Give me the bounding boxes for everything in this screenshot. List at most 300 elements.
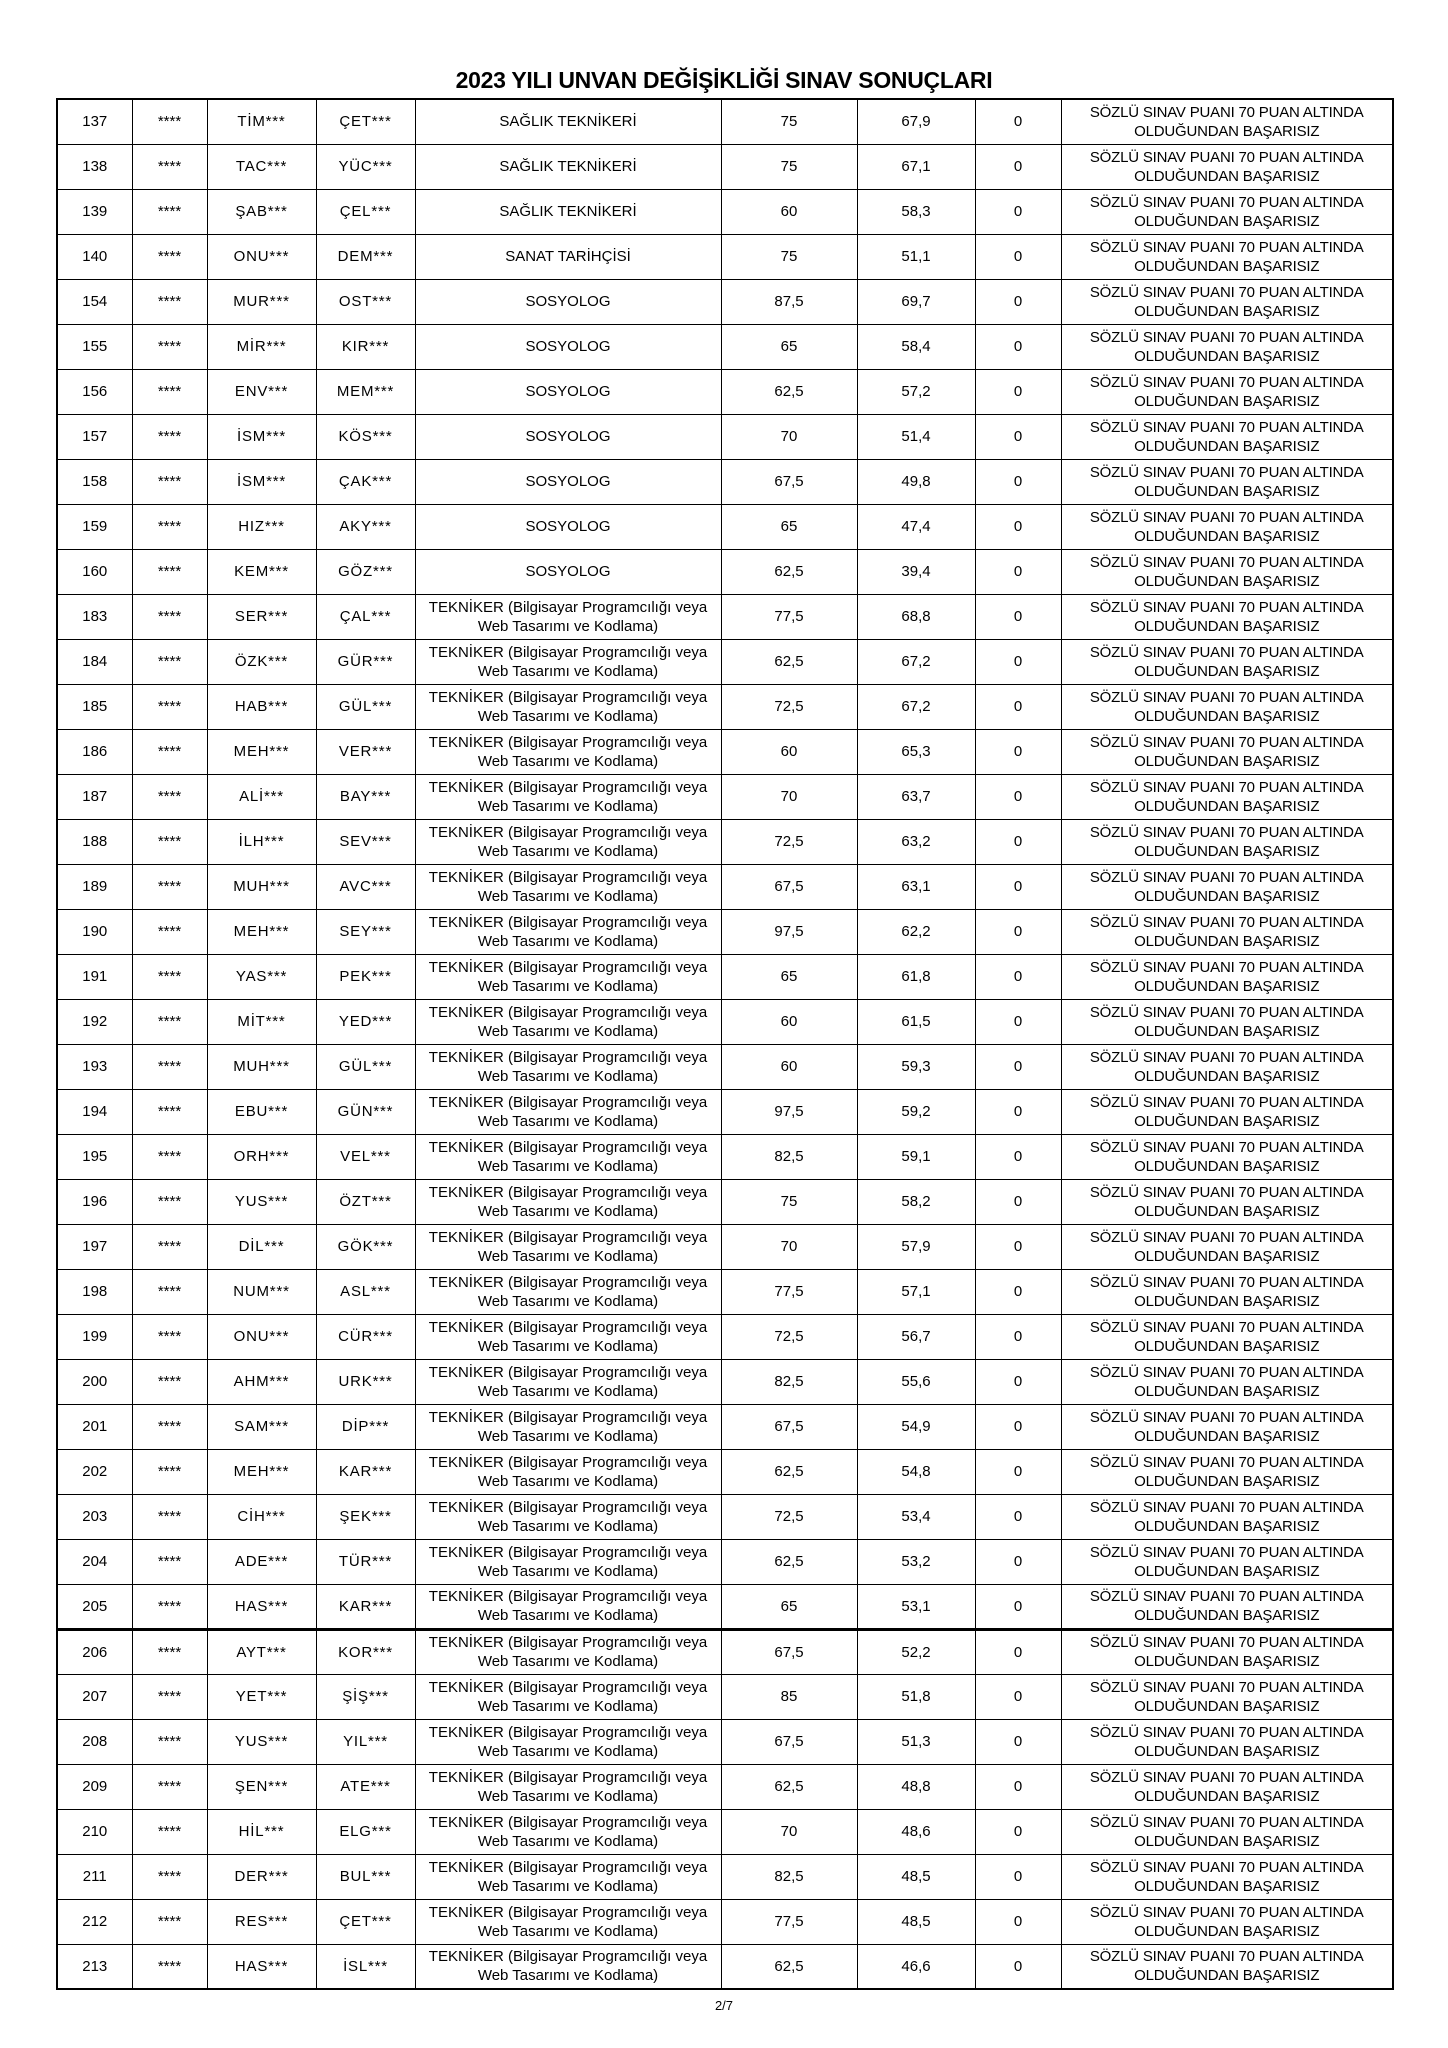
row-number: 209 (57, 1764, 132, 1809)
table-row (57, 1494, 1393, 1539)
table-row (57, 1359, 1393, 1404)
result-line: OLDUĞUNDAN BAŞARISIZ (1134, 1607, 1320, 1624)
masked-last-name: ÇAK*** (316, 459, 415, 504)
masked-first-name: İSM*** (207, 459, 316, 504)
masked-id: **** (132, 504, 207, 549)
masked-id: **** (132, 1629, 207, 1674)
masked-last-name: ELG*** (316, 1809, 415, 1854)
score-value: 0 (975, 684, 1061, 729)
result-line: OLDUĞUNDAN BAŞARISIZ (1134, 527, 1320, 545)
position-cell (415, 594, 721, 639)
masked-first-name: ÖZK*** (207, 639, 316, 684)
masked-id: **** (132, 414, 207, 459)
row-number: 212 (57, 1899, 132, 1944)
masked-id: **** (132, 279, 207, 324)
score-value: 67,5 (721, 864, 857, 909)
row-number: 199 (57, 1314, 132, 1359)
position-cell (415, 1584, 721, 1629)
result-cell (1061, 144, 1393, 189)
masked-last-name: TÜR*** (316, 1539, 415, 1584)
score-value: 52,2 (857, 1629, 975, 1674)
result-cell (1061, 1584, 1393, 1629)
masked-first-name: İLH*** (207, 819, 316, 864)
row-number: 201 (57, 1404, 132, 1449)
masked-id: **** (132, 1269, 207, 1314)
score-value: 0 (975, 324, 1061, 369)
masked-last-name: OST*** (316, 279, 415, 324)
position-cell (415, 1719, 721, 1764)
row-number: 185 (57, 684, 132, 729)
position-cell (415, 1809, 721, 1854)
score-value: 54,9 (857, 1404, 975, 1449)
position-cell (415, 324, 721, 369)
masked-last-name: SEV*** (316, 819, 415, 864)
masked-last-name: DEM*** (316, 234, 415, 279)
position-line: Web Tasarımı ve Kodlama) (477, 1382, 659, 1400)
score-value: 46,6 (857, 1944, 975, 1989)
position-cell (415, 1314, 721, 1359)
score-value: 67,5 (721, 459, 857, 504)
result-cell (1061, 999, 1393, 1044)
masked-id: **** (132, 594, 207, 639)
position-cell (415, 999, 721, 1044)
score-value: 70 (721, 1809, 857, 1854)
score-value: 48,8 (857, 1764, 975, 1809)
score-value: 47,4 (857, 504, 975, 549)
score-value: 0 (975, 1179, 1061, 1224)
masked-last-name: SEY*** (316, 909, 415, 954)
position-line: SAĞLIK TEKNİKERİ (499, 158, 637, 175)
masked-first-name: EBU*** (207, 1089, 316, 1134)
position-line: Web Tasarımı ve Kodlama) (477, 887, 659, 905)
position-cell (415, 144, 721, 189)
score-value: 70 (721, 1224, 857, 1269)
position-line: Web Tasarımı ve Kodlama) (477, 617, 659, 635)
masked-id: **** (132, 1809, 207, 1854)
result-line: OLDUĞUNDAN BAŞARISIZ (1134, 977, 1320, 995)
score-value: 0 (975, 864, 1061, 909)
result-line: SÖZLÜ SINAV PUANI 70 PUAN ALTINDA (1089, 1858, 1364, 1876)
score-value: 62,5 (721, 1944, 857, 1989)
masked-last-name: BUL*** (316, 1854, 415, 1899)
result-cell (1061, 1044, 1393, 1089)
row-number: 205 (57, 1584, 132, 1629)
score-value: 57,1 (857, 1269, 975, 1314)
score-value: 53,4 (857, 1494, 975, 1539)
masked-first-name: HAS*** (207, 1584, 316, 1629)
score-value: 0 (975, 1719, 1061, 1764)
result-line: SÖZLÜ SINAV PUANI 70 PUAN ALTINDA (1089, 1048, 1364, 1066)
position-line: Web Tasarımı ve Kodlama) (477, 1787, 659, 1805)
table-row (57, 459, 1393, 504)
result-cell (1061, 414, 1393, 459)
row-number: 186 (57, 729, 132, 774)
position-cell (415, 1089, 721, 1134)
position-line: TEKNİKER (Bilgisayar Programcılığı veya (428, 913, 708, 931)
position-line: Web Tasarımı ve Kodlama) (477, 707, 659, 725)
masked-first-name: YUS*** (207, 1179, 316, 1224)
row-number: 204 (57, 1539, 132, 1584)
result-line: SÖZLÜ SINAV PUANI 70 PUAN ALTINDA (1089, 1003, 1364, 1021)
position-line: SOSYOLOG (525, 428, 611, 445)
result-line: OLDUĞUNDAN BAŞARISIZ (1134, 932, 1320, 950)
masked-first-name: İSM*** (207, 414, 316, 459)
score-value: 0 (975, 1674, 1061, 1719)
result-line: SÖZLÜ SINAV PUANI 70 PUAN ALTINDA (1089, 1093, 1364, 1111)
result-line: OLDUĞUNDAN BAŞARISIZ (1134, 1517, 1320, 1535)
position-line: TEKNİKER (Bilgisayar Programcılığı veya (428, 1634, 708, 1651)
position-cell (415, 1764, 721, 1809)
masked-id: **** (132, 369, 207, 414)
row-number: 138 (57, 144, 132, 189)
result-line: OLDUĞUNDAN BAŞARISIZ (1134, 1922, 1320, 1940)
score-value: 60 (721, 729, 857, 774)
page-title: 2023 YILI UNVAN DEĞİŞİKLİĞİ SINAV SONUÇLARI (455, 67, 993, 93)
result-line: SÖZLÜ SINAV PUANI 70 PUAN ALTINDA (1089, 1813, 1364, 1831)
score-value: 0 (975, 1359, 1061, 1404)
position-line: Web Tasarımı ve Kodlama) (477, 1022, 659, 1040)
result-line: OLDUĞUNDAN BAŞARISIZ (1134, 167, 1320, 185)
score-value: 55,6 (857, 1359, 975, 1404)
result-cell (1061, 189, 1393, 234)
row-number: 137 (57, 99, 132, 144)
result-line: SÖZLÜ SINAV PUANI 70 PUAN ALTINDA (1089, 103, 1364, 121)
row-number: 197 (57, 1224, 132, 1269)
row-number: 154 (57, 279, 132, 324)
position-line: Web Tasarımı ve Kodlama) (477, 1832, 659, 1850)
position-cell (415, 1899, 721, 1944)
result-line: OLDUĞUNDAN BAŞARISIZ (1134, 1337, 1320, 1355)
result-line: OLDUĞUNDAN BAŞARISIZ (1134, 257, 1320, 275)
masked-id: **** (132, 909, 207, 954)
position-cell (415, 1944, 721, 1989)
position-line: TEKNİKER (Bilgisayar Programcılığı veya (428, 598, 708, 616)
score-value: 49,8 (857, 459, 975, 504)
score-value: 72,5 (721, 819, 857, 864)
masked-last-name: ÇEL*** (316, 189, 415, 234)
masked-last-name: KÖS*** (316, 414, 415, 459)
position-line: TEKNİKER (Bilgisayar Programcılığı veya (428, 778, 708, 796)
score-value: 67,1 (857, 144, 975, 189)
result-cell (1061, 1854, 1393, 1899)
score-value: 75 (721, 144, 857, 189)
row-number: 194 (57, 1089, 132, 1134)
score-value: 85 (721, 1674, 857, 1719)
result-cell (1061, 1809, 1393, 1854)
score-value: 77,5 (721, 594, 857, 639)
result-line: SÖZLÜ SINAV PUANI 70 PUAN ALTINDA (1089, 778, 1364, 796)
table-row (57, 639, 1393, 684)
masked-last-name: GÜR*** (316, 639, 415, 684)
table-row (57, 549, 1393, 594)
score-value: 67,2 (857, 639, 975, 684)
masked-id: **** (132, 999, 207, 1044)
position-line: SOSYOLOG (525, 518, 611, 535)
masked-id: **** (132, 1899, 207, 1944)
masked-id: **** (132, 1539, 207, 1584)
score-value: 60 (721, 999, 857, 1044)
score-value: 65 (721, 954, 857, 999)
result-cell (1061, 369, 1393, 414)
score-value: 67,9 (857, 99, 975, 144)
score-value: 58,4 (857, 324, 975, 369)
position-line: TEKNİKER (Bilgisayar Programcılığı veya (428, 1768, 708, 1786)
score-value: 53,2 (857, 1539, 975, 1584)
result-cell (1061, 1764, 1393, 1809)
result-line: OLDUĞUNDAN BAŞARISIZ (1134, 662, 1320, 680)
score-value: 0 (975, 1854, 1061, 1899)
position-line: TEKNİKER (Bilgisayar Programcılığı veya (428, 1453, 708, 1471)
position-line: SANAT TARİHÇİSİ (505, 248, 631, 265)
masked-first-name: NUM*** (207, 1269, 316, 1314)
result-line: SÖZLÜ SINAV PUANI 70 PUAN ALTINDA (1089, 823, 1364, 841)
position-line: TEKNİKER (Bilgisayar Programcılığı veya (428, 1588, 708, 1605)
result-line: OLDUĞUNDAN BAŞARISIZ (1134, 347, 1320, 365)
score-value: 48,5 (857, 1854, 975, 1899)
table-row (57, 684, 1393, 729)
table-row (57, 774, 1393, 819)
masked-id: **** (132, 1134, 207, 1179)
position-line: Web Tasarımı ve Kodlama) (477, 1562, 659, 1580)
score-value: 77,5 (721, 1269, 857, 1314)
table-row (57, 1629, 1393, 1674)
score-value: 0 (975, 1764, 1061, 1809)
result-line: OLDUĞUNDAN BAŞARISIZ (1134, 1067, 1320, 1085)
position-line: Web Tasarımı ve Kodlama) (477, 1112, 659, 1130)
masked-first-name: ONU*** (207, 1314, 316, 1359)
result-cell (1061, 234, 1393, 279)
masked-first-name: RES*** (207, 1899, 316, 1944)
masked-id: **** (132, 774, 207, 819)
row-number: 157 (57, 414, 132, 459)
table-row (57, 1944, 1393, 1989)
masked-first-name: MİT*** (207, 999, 316, 1044)
score-value: 63,2 (857, 819, 975, 864)
masked-last-name: YIL*** (316, 1719, 415, 1764)
result-line: OLDUĞUNDAN BAŞARISIZ (1134, 617, 1320, 635)
masked-id: **** (132, 1584, 207, 1629)
score-value: 72,5 (721, 1494, 857, 1539)
table-row (57, 594, 1393, 639)
result-line: OLDUĞUNDAN BAŞARISIZ (1134, 1832, 1320, 1850)
masked-first-name: ADE*** (207, 1539, 316, 1584)
result-cell (1061, 1359, 1393, 1404)
score-value: 0 (975, 1899, 1061, 1944)
score-value: 61,8 (857, 954, 975, 999)
position-cell (415, 1404, 721, 1449)
score-value: 48,5 (857, 1899, 975, 1944)
row-number: 200 (57, 1359, 132, 1404)
table-row (57, 324, 1393, 369)
position-line: SOSYOLOG (525, 563, 611, 580)
masked-id: **** (132, 1494, 207, 1539)
row-number: 188 (57, 819, 132, 864)
table-row (57, 504, 1393, 549)
masked-first-name: SER*** (207, 594, 316, 639)
position-cell (415, 1269, 721, 1314)
masked-id: **** (132, 189, 207, 234)
masked-first-name: HAB*** (207, 684, 316, 729)
table-row (57, 144, 1393, 189)
result-cell (1061, 1269, 1393, 1314)
row-number: 206 (57, 1629, 132, 1674)
result-line: OLDUĞUNDAN BAŞARISIZ (1134, 1112, 1320, 1130)
result-cell (1061, 1089, 1393, 1134)
result-line: OLDUĞUNDAN BAŞARISIZ (1134, 1697, 1320, 1715)
result-cell (1061, 1134, 1393, 1179)
masked-last-name: YÜC*** (316, 144, 415, 189)
masked-last-name: VER*** (316, 729, 415, 774)
masked-last-name: İSL*** (316, 1944, 415, 1989)
result-cell (1061, 504, 1393, 549)
masked-last-name: ÇAL*** (316, 594, 415, 639)
score-value: 0 (975, 954, 1061, 999)
masked-id: **** (132, 1314, 207, 1359)
masked-first-name: ORH*** (207, 1134, 316, 1179)
masked-id: **** (132, 324, 207, 369)
table-row (57, 369, 1393, 414)
score-value: 65 (721, 504, 857, 549)
position-line: Web Tasarımı ve Kodlama) (477, 1157, 659, 1175)
result-cell (1061, 774, 1393, 819)
result-line: OLDUĞUNDAN BAŞARISIZ (1134, 1022, 1320, 1040)
masked-last-name: VEL*** (316, 1134, 415, 1179)
position-line: Web Tasarımı ve Kodlama) (477, 1697, 659, 1715)
score-value: 70 (721, 414, 857, 459)
results-table-body (57, 99, 1393, 1989)
masked-id: **** (132, 1224, 207, 1269)
position-line: TEKNİKER (Bilgisayar Programcılığı veya (428, 823, 708, 841)
score-value: 72,5 (721, 684, 857, 729)
result-line: SÖZLÜ SINAV PUANI 70 PUAN ALTINDA (1089, 598, 1364, 616)
result-line: SÖZLÜ SINAV PUANI 70 PUAN ALTINDA (1089, 148, 1364, 166)
result-cell (1061, 1899, 1393, 1944)
masked-id: **** (132, 549, 207, 594)
result-line: OLDUĞUNDAN BAŞARISIZ (1134, 1877, 1320, 1895)
position-cell (415, 1539, 721, 1584)
row-number: 203 (57, 1494, 132, 1539)
masked-first-name: HAS*** (207, 1944, 316, 1989)
result-line: SÖZLÜ SINAV PUANI 70 PUAN ALTINDA (1089, 1318, 1364, 1336)
position-line: TEKNİKER (Bilgisayar Programcılığı veya (428, 1363, 708, 1381)
result-line: OLDUĞUNDAN BAŞARISIZ (1134, 1562, 1320, 1580)
table-row (57, 1809, 1393, 1854)
row-number: 139 (57, 189, 132, 234)
result-line: OLDUĞUNDAN BAŞARISIZ (1134, 887, 1320, 905)
masked-first-name: MEH*** (207, 909, 316, 954)
masked-last-name: CÜR*** (316, 1314, 415, 1359)
position-cell (415, 729, 721, 774)
masked-id: **** (132, 1719, 207, 1764)
score-value: 77,5 (721, 1899, 857, 1944)
result-cell (1061, 819, 1393, 864)
result-line: SÖZLÜ SINAV PUANI 70 PUAN ALTINDA (1089, 1363, 1364, 1381)
table-row (57, 819, 1393, 864)
result-cell (1061, 324, 1393, 369)
result-line: SÖZLÜ SINAV PUANI 70 PUAN ALTINDA (1089, 463, 1364, 481)
result-line: OLDUĞUNDAN BAŞARISIZ (1134, 122, 1320, 140)
result-line: SÖZLÜ SINAV PUANI 70 PUAN ALTINDA (1089, 1138, 1364, 1156)
score-value: 56,7 (857, 1314, 975, 1359)
score-value: 70 (721, 774, 857, 819)
row-number: 210 (57, 1809, 132, 1854)
position-line: TEKNİKER (Bilgisayar Programcılığı veya (428, 688, 708, 706)
score-value: 62,2 (857, 909, 975, 954)
masked-last-name: ATE*** (316, 1764, 415, 1809)
masked-id: **** (132, 459, 207, 504)
position-cell (415, 189, 721, 234)
result-cell (1061, 1224, 1393, 1269)
masked-last-name: BAY*** (316, 774, 415, 819)
result-cell (1061, 1674, 1393, 1719)
position-line: Web Tasarımı ve Kodlama) (477, 1922, 659, 1940)
position-line: Web Tasarımı ve Kodlama) (477, 1877, 659, 1895)
score-value: 62,5 (721, 1539, 857, 1584)
row-number: 183 (57, 594, 132, 639)
result-cell (1061, 954, 1393, 999)
masked-first-name: MUH*** (207, 864, 316, 909)
masked-first-name: ONU*** (207, 234, 316, 279)
masked-first-name: DER*** (207, 1854, 316, 1899)
score-value: 67,5 (721, 1404, 857, 1449)
row-number: 158 (57, 459, 132, 504)
position-line: Web Tasarımı ve Kodlama) (477, 1517, 659, 1535)
position-line: TEKNİKER (Bilgisayar Programcılığı veya (428, 1228, 708, 1246)
score-value: 65 (721, 324, 857, 369)
result-cell (1061, 729, 1393, 774)
masked-first-name: CİH*** (207, 1494, 316, 1539)
position-line: Web Tasarımı ve Kodlama) (477, 1427, 659, 1445)
row-number: 191 (57, 954, 132, 999)
position-line: TEKNİKER (Bilgisayar Programcılığı veya (428, 643, 708, 661)
position-cell (415, 1449, 721, 1494)
result-cell (1061, 1314, 1393, 1359)
result-line: SÖZLÜ SINAV PUANI 70 PUAN ALTINDA (1089, 1768, 1364, 1786)
table-row (57, 1764, 1393, 1809)
position-line: TEKNİKER (Bilgisayar Programcılığı veya (428, 733, 708, 751)
masked-id: **** (132, 1404, 207, 1449)
result-line: OLDUĞUNDAN BAŞARISIZ (1134, 392, 1320, 410)
score-value: 60 (721, 1044, 857, 1089)
result-line: SÖZLÜ SINAV PUANI 70 PUAN ALTINDA (1089, 283, 1364, 301)
masked-first-name: YET*** (207, 1674, 316, 1719)
table-row (57, 234, 1393, 279)
score-value: 0 (975, 1539, 1061, 1584)
row-number: 189 (57, 864, 132, 909)
position-line: Web Tasarımı ve Kodlama) (477, 1967, 659, 1985)
masked-id: **** (132, 864, 207, 909)
position-cell (415, 369, 721, 414)
score-value: 97,5 (721, 1089, 857, 1134)
score-value: 62,5 (721, 1449, 857, 1494)
position-line: TEKNİKER (Bilgisayar Programcılığı veya (428, 1543, 708, 1561)
score-value: 0 (975, 909, 1061, 954)
result-line: OLDUĞUNDAN BAŞARISIZ (1134, 1427, 1320, 1445)
result-line: OLDUĞUNDAN BAŞARISIZ (1134, 1742, 1320, 1760)
score-value: 62,5 (721, 549, 857, 594)
position-line: SOSYOLOG (525, 338, 611, 355)
row-number: 208 (57, 1719, 132, 1764)
score-value: 0 (975, 459, 1061, 504)
score-value: 0 (975, 414, 1061, 459)
masked-first-name: AHM*** (207, 1359, 316, 1404)
masked-id: **** (132, 1944, 207, 1989)
masked-id: **** (132, 1359, 207, 1404)
masked-first-name: KEM*** (207, 549, 316, 594)
score-value: 72,5 (721, 1314, 857, 1359)
result-line: OLDUĞUNDAN BAŞARISIZ (1134, 707, 1320, 725)
score-value: 0 (975, 1449, 1061, 1494)
